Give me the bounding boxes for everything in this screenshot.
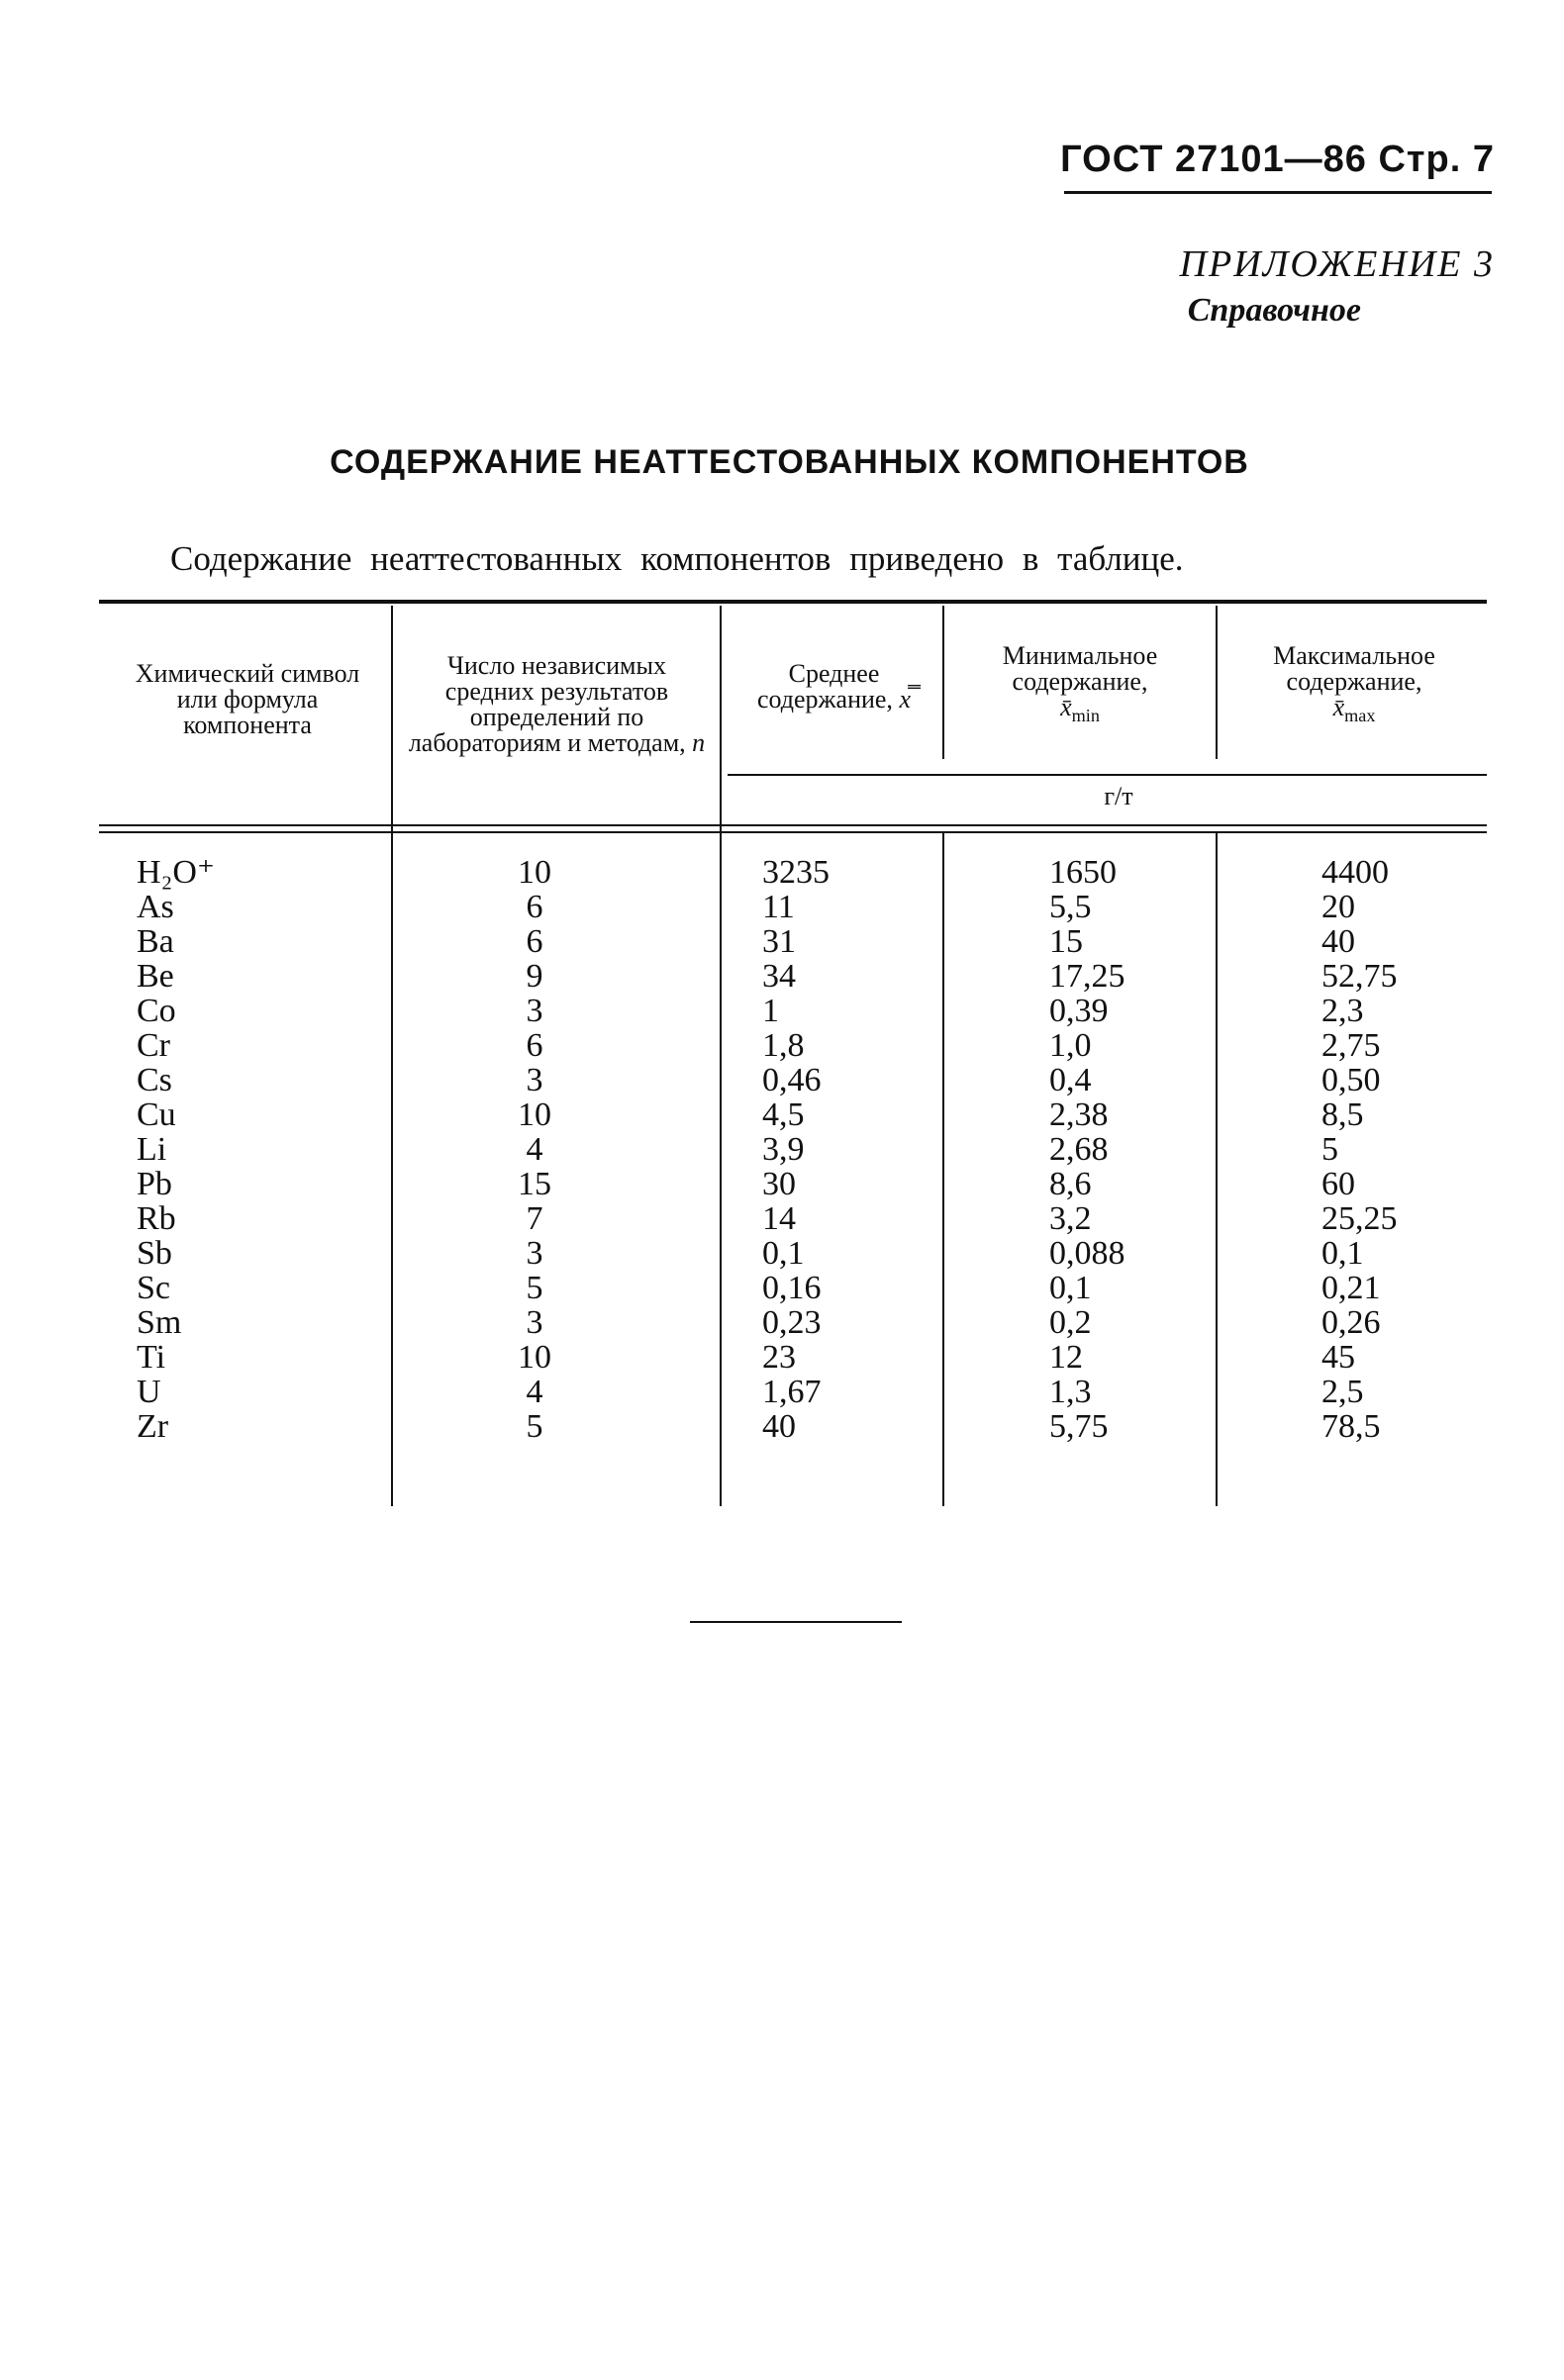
- header-bottom-rule-2: [99, 831, 1487, 833]
- header-avg: [733, 661, 935, 713]
- cell-maximum: 2,75: [1321, 1027, 1381, 1064]
- unit-rule: [728, 774, 1487, 776]
- header-avg-symbol: x̿: [899, 685, 911, 714]
- cell-maximum: 40: [1321, 923, 1355, 960]
- cell-count: 3: [526, 993, 543, 1029]
- cell-average: 1,67: [762, 1374, 822, 1410]
- cell-maximum: 25,25: [1321, 1200, 1398, 1237]
- cell-minimum: 0,4: [1049, 1062, 1092, 1098]
- cell-count: 5: [526, 1408, 543, 1445]
- cell-minimum: 1,3: [1049, 1374, 1092, 1410]
- col-divider-3-body: [942, 833, 944, 1506]
- cell-minimum: 8,6: [1049, 1166, 1092, 1202]
- cell-average: 3,9: [762, 1131, 805, 1168]
- header-min-text: Минимальное содержание,: [1002, 641, 1158, 696]
- table-top-rule: [99, 600, 1487, 604]
- cell-symbol: H₂O⁺: [137, 854, 215, 891]
- cell-maximum: 45: [1321, 1339, 1355, 1376]
- cell-maximum: 0,26: [1321, 1304, 1381, 1341]
- column-average: [762, 855, 830, 1444]
- cell-symbol: Zr: [137, 1408, 169, 1445]
- cell-minimum: 3,2: [1049, 1200, 1092, 1237]
- cell-average: 1: [762, 993, 779, 1029]
- cell-minimum: 0,39: [1049, 993, 1109, 1029]
- header-avg-text: Среднее содержание,: [757, 659, 893, 714]
- header-max-sub: max: [1344, 706, 1376, 726]
- cell-minimum: 17,25: [1049, 958, 1125, 995]
- cell-average: 0,23: [762, 1304, 822, 1341]
- col-divider-1: [391, 606, 393, 1506]
- cell-average: 0,1: [762, 1235, 805, 1272]
- cell-maximum: 0,1: [1321, 1235, 1364, 1272]
- cell-count: 10: [518, 854, 551, 891]
- cell-minimum: 1,0: [1049, 1027, 1092, 1064]
- cell-minimum: 5,5: [1049, 889, 1092, 925]
- cell-maximum: 60: [1321, 1166, 1355, 1202]
- cell-maximum: 5: [1321, 1131, 1338, 1168]
- header-count-text: Число независимых средних результатов определений по лабораториям и методам,: [408, 651, 686, 757]
- cell-maximum: 2,3: [1321, 993, 1364, 1029]
- cell-average: 11: [762, 889, 795, 925]
- cell-maximum: 2,5: [1321, 1374, 1364, 1410]
- cell-symbol: Be: [137, 958, 174, 995]
- header-unit: [1029, 784, 1208, 809]
- column-minimum: [1049, 855, 1125, 1444]
- section-title: СОДЕРЖАНИЕ НЕАТТЕСТОВАННЫХ КОМПОНЕНТОВ: [330, 443, 1249, 481]
- cell-minimum: 15: [1049, 923, 1083, 960]
- cell-symbol: Ba: [137, 923, 174, 960]
- cell-symbol: Pb: [137, 1166, 172, 1202]
- header-symbol-text: Химический символ или формула компонента: [135, 659, 360, 739]
- header-unit-text: г/т: [1104, 782, 1133, 810]
- header-bottom-rule: [99, 824, 1487, 826]
- cell-average: 34: [762, 958, 796, 995]
- cell-count: 3: [526, 1304, 543, 1341]
- cell-average: 40: [762, 1408, 796, 1445]
- col-divider-2: [720, 606, 722, 1506]
- cell-count: 4: [526, 1131, 543, 1168]
- cell-symbol: Cr: [137, 1027, 170, 1064]
- header-max-symbol: x̄: [1332, 693, 1345, 721]
- cell-count: 6: [526, 1027, 543, 1064]
- cell-minimum: 2,68: [1049, 1131, 1109, 1168]
- column-maximum: [1321, 855, 1398, 1444]
- cell-minimum: 2,38: [1049, 1096, 1109, 1133]
- column-symbol: [137, 855, 215, 1444]
- header-max-text: Максимальное содержание,: [1273, 641, 1435, 696]
- cell-average: 23: [762, 1339, 796, 1376]
- header-rule: [1064, 191, 1492, 194]
- col-divider-3: [942, 606, 944, 759]
- cell-average: 3235: [762, 854, 830, 891]
- header-min-sub: min: [1071, 706, 1100, 726]
- cell-average: 0,16: [762, 1270, 822, 1306]
- cell-average: 4,5: [762, 1096, 805, 1133]
- cell-count: 4: [526, 1374, 543, 1410]
- cell-average: 30: [762, 1166, 796, 1202]
- cell-symbol: U: [137, 1374, 161, 1410]
- cell-count: 15: [518, 1166, 551, 1202]
- header-max: [1225, 643, 1483, 728]
- cell-maximum: 78,5: [1321, 1408, 1381, 1445]
- header-min: [950, 643, 1210, 728]
- cell-symbol: Cs: [137, 1062, 172, 1098]
- cell-maximum: 8,5: [1321, 1096, 1364, 1133]
- cell-minimum: 0,2: [1049, 1304, 1092, 1341]
- cell-average: 31: [762, 923, 796, 960]
- cell-count: 7: [526, 1200, 543, 1237]
- cell-count: 6: [526, 923, 543, 960]
- cell-count: 3: [526, 1235, 543, 1272]
- header-min-symbol: x̄: [1060, 693, 1072, 721]
- cell-maximum: 52,75: [1321, 958, 1398, 995]
- cell-average: 0,46: [762, 1062, 822, 1098]
- intro-paragraph: Содержание неаттестованных компонентов приведено в таблице.: [170, 539, 1184, 578]
- cell-count: 9: [526, 958, 543, 995]
- header-count: [401, 653, 713, 756]
- cell-count: 10: [518, 1339, 551, 1376]
- cell-symbol: As: [137, 889, 174, 925]
- cell-symbol: Cu: [137, 1096, 176, 1133]
- cell-symbol: Ti: [137, 1339, 166, 1376]
- cell-symbol: Sb: [137, 1235, 172, 1272]
- header-symbol: [119, 661, 376, 738]
- cell-count: 10: [518, 1096, 551, 1133]
- cell-minimum: 5,75: [1049, 1408, 1109, 1445]
- cell-count: 5: [526, 1270, 543, 1306]
- cell-maximum: 20: [1321, 889, 1355, 925]
- cell-average: 14: [762, 1200, 796, 1237]
- cell-minimum: 12: [1049, 1339, 1083, 1376]
- cell-symbol: Rb: [137, 1200, 176, 1237]
- col-divider-4-body: [1216, 833, 1218, 1506]
- cell-minimum: 0,1: [1049, 1270, 1092, 1306]
- column-count: [475, 855, 594, 1444]
- cell-maximum: 0,50: [1321, 1062, 1381, 1098]
- appendix-label: ПРИЛОЖЕНИЕ 3: [1179, 243, 1495, 285]
- cell-maximum: 4400: [1321, 854, 1389, 891]
- cell-maximum: 0,21: [1321, 1270, 1381, 1306]
- cell-minimum: 1650: [1049, 854, 1117, 891]
- cell-minimum: 0,088: [1049, 1235, 1125, 1272]
- col-divider-4: [1216, 606, 1218, 759]
- cell-count: 3: [526, 1062, 543, 1098]
- cell-symbol: Li: [137, 1131, 167, 1168]
- header-count-symbol: n: [692, 728, 706, 757]
- cell-count: 6: [526, 889, 543, 925]
- cell-average: 1,8: [762, 1027, 805, 1064]
- page-header: ГОСТ 27101—86 Стр. 7: [1060, 139, 1495, 180]
- appendix-type: Справочное: [1187, 292, 1361, 329]
- cell-symbol: Sm: [137, 1304, 182, 1341]
- cell-symbol: Sc: [137, 1270, 170, 1306]
- closing-rule: [690, 1621, 902, 1623]
- cell-symbol: Co: [137, 993, 176, 1029]
